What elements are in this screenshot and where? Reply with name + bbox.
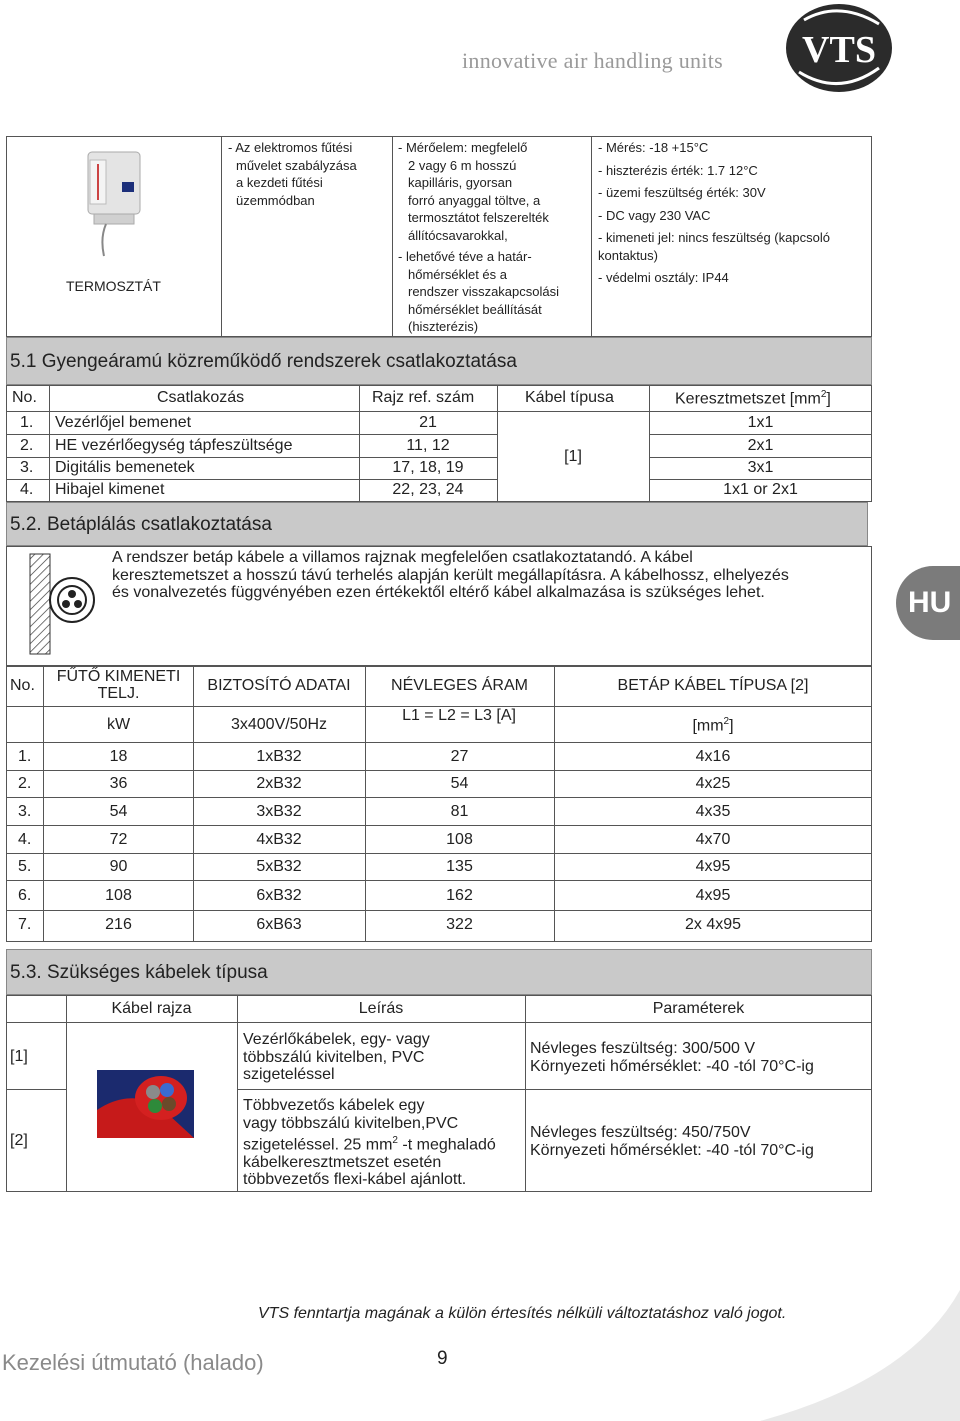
section-52-text: A rendszer betáp kábele a villamos rajznak megfelelően csatlakoztatandó. A kábel keresztemetszet a hosszú távú terhelés alapján került megállapításra. A kábelhossz, elhelyezés és vonalvezetés függvényében ezen értékektől eltérő kábel alkalmazása is szükséges lehet. <box>112 549 789 601</box>
thermostat-label: TERMOSZTÁT <box>66 278 161 294</box>
pt-row3-cable: 4x35 <box>695 803 731 820</box>
pt-row5-amp: 135 <box>446 858 473 875</box>
row51-2-no: 2. <box>20 437 34 454</box>
pt-row7-amp: 322 <box>446 916 473 933</box>
row51-3-no: 3. <box>20 459 34 476</box>
pt-head-current: NÉVLEGES ÁRAM <box>391 677 528 694</box>
pt-unit-cable: $[mm^2]$ <box>692 716 734 735</box>
pt-row4-amp: 108 <box>446 831 473 848</box>
pt-row6-amp: 162 <box>446 887 473 904</box>
th-no: No. <box>12 389 37 406</box>
pt-row2-cable: 4x25 <box>695 775 731 792</box>
row51-1-no: 1. <box>20 414 34 431</box>
th-connection: Csatlakozás <box>157 389 245 406</box>
row51-3-section: 3x1 <box>747 459 774 476</box>
footer-note: VTS fenntartja magának a külön értesítés nélküli változtatáshoz való jogot. <box>258 1305 787 1322</box>
pt-head-power: FŰTŐ KIMENETI TELJ. <box>56 668 181 702</box>
ct-row2-ref: [2] <box>10 1132 28 1149</box>
pt-row3-no: 3. <box>18 803 32 820</box>
pt-row2-no: 2. <box>18 775 32 792</box>
pt-row5-kw: 90 <box>109 858 128 875</box>
pt-row6-kw: 108 <box>105 887 132 904</box>
language-tab: HU <box>896 566 960 640</box>
row51-4-ref: 22, 23, 24 <box>392 481 464 498</box>
th-drawing-ref: Rajz ref. szám <box>372 389 475 406</box>
vts-logo <box>784 2 894 94</box>
pt-unit-power: kW <box>106 716 131 733</box>
tagline: innovative air handling units <box>462 48 724 73</box>
pt-row2-amp: 54 <box>450 775 469 792</box>
logo-text: VTS <box>802 29 876 71</box>
pt-row7-no: 7. <box>18 916 32 933</box>
row51-3-name: Digitális bemenetek <box>55 459 195 476</box>
row51-4-no: 4. <box>20 481 34 498</box>
pt-row1-amp: 27 <box>450 748 469 765</box>
pt-row5-no: 5. <box>18 858 32 875</box>
row51-2-ref: 11, 12 <box>406 437 450 454</box>
thermostat-col4: - Mérés: -18 +15°C - hiszterézis érték: 1.7 12°C - üzemi feszültség érték: 30V - DC vagy 230 VAC - kimeneti jel: nincs feszültség (kapcsoló kontaktus) - védelmi osztály: IP44 <box>598 140 830 285</box>
row51-3-ref: 17, 18, 19 <box>392 459 464 476</box>
pt-row5-fuse: 5xB32 <box>256 858 302 875</box>
ct-head-params: Paraméterek <box>652 1000 745 1017</box>
ct-head-drawing: Kábel rajza <box>111 1000 192 1017</box>
pt-row4-kw: 72 <box>109 831 128 848</box>
footer-title: Kezelési útmutató (halado) <box>2 1350 264 1375</box>
pt-head-fuse: BIZTOSÍTÓ ADATAI <box>207 677 351 694</box>
cable-type-ref: [1] <box>564 448 582 465</box>
row51-1-ref: 21 <box>419 414 437 431</box>
pt-row1-no: 1. <box>18 748 32 765</box>
pt-row3-kw: 54 <box>109 803 128 820</box>
thermostat-col2: - Az elektromos fűtési művelet szabályzása a kezdeti fűtési üzemmódban <box>228 140 357 208</box>
pt-row4-cable: 4x70 <box>695 831 731 848</box>
pt-row1-kw: 18 <box>109 748 128 765</box>
cable-photo <box>97 1070 194 1138</box>
pt-row3-amp: 81 <box>450 803 469 820</box>
page-number: 9 <box>437 1348 448 1369</box>
pt-row7-cable: 2x 4x95 <box>684 916 742 933</box>
ct-row2-desc: Többvezetős kábelek egy vagy többszálú kivitelben,PVC szigeteléssel. 25 $mm^2$ -t meghaladó kábelkeresztmetszet esetén többvezetős flexi-kábel ajánlott. <box>243 1097 496 1189</box>
pt-row3-fuse: 3xB32 <box>256 803 302 820</box>
thermostat-image <box>80 148 150 258</box>
pt-row5-cable: 4x95 <box>695 858 731 875</box>
pt-row6-no: 6. <box>18 887 32 904</box>
ct-row1-params: Névleges feszültség: 300/500 V Környezeti hőmérséklet: -40 -tól 70°C-ig <box>530 1040 814 1075</box>
th-cross-section: Keresztmetszet $[mm^2]$ <box>675 389 831 408</box>
pt-head-cable: BETÁP KÁBEL TÍPUSA [2] <box>617 677 809 694</box>
corner-swoosh <box>760 1290 960 1421</box>
row51-2-name: HE vezérlőegység tápfeszültsége <box>55 437 293 454</box>
pt-row4-no: 4. <box>18 831 32 848</box>
pt-head-no: No. <box>10 677 35 694</box>
ct-row1-ref: [1] <box>10 1048 28 1065</box>
pt-row7-fuse: 6xB63 <box>256 916 302 933</box>
ct-head-desc: Leírás <box>358 1000 404 1017</box>
row51-1-name: Vezérlőjel bemenet <box>55 414 192 431</box>
pt-row6-cable: 4x95 <box>695 887 731 904</box>
row51-4-name: Hibajel kimenet <box>55 481 165 498</box>
row51-2-section: 2x1 <box>747 437 774 454</box>
section-51-title: 5.1 Gyengeáramú közreműködő rendszerek csatlakoztatása <box>10 351 517 372</box>
pt-row2-fuse: 2xB32 <box>256 775 302 792</box>
ct-row2-params: Névleges feszültség: 450/750V Környezeti hőmérséklet: -40 -tól 70°C-ig <box>530 1124 814 1159</box>
ct-row1-desc: Vezérlőkábelek, egy- vagy többszálú kivitelben, PVC szigeteléssel <box>243 1031 430 1083</box>
section-53-title: 5.3. Szükséges kábelek típusa <box>10 962 268 983</box>
th-cable-type: Kábel típusa <box>525 389 614 406</box>
pt-unit-fuse: 3x400V/50Hz <box>230 716 328 733</box>
pt-row1-fuse: 1xB32 <box>256 748 302 765</box>
section-52-title: 5.2. Betáplálás csatlakoztatása <box>10 514 272 535</box>
pt-row6-fuse: 6xB32 <box>256 887 302 904</box>
pt-row1-cable: 4x16 <box>695 748 731 765</box>
thermostat-col3: - Mérőelem: megfelelő 2 vagy 6 m hosszú kapilláris, gyorsan forró anyaggal töltve, a termosztátot felszerelték állítócsavarokkal, - lehetővé téve a határ- hőmérséklet és a rendszer visszakapcsolási hőmérséklet beállítását (hiszterézis) <box>398 140 560 334</box>
pt-unit-current: L1 = L2 = L3 [A] <box>402 707 516 724</box>
pt-row7-kw: 216 <box>105 916 132 933</box>
row51-4-section: 1x1 or 2x1 <box>723 481 798 498</box>
pt-row4-fuse: 4xB32 <box>256 831 302 848</box>
pt-row2-kw: 36 <box>109 775 128 792</box>
row51-1-section: 1x1 <box>747 414 774 431</box>
